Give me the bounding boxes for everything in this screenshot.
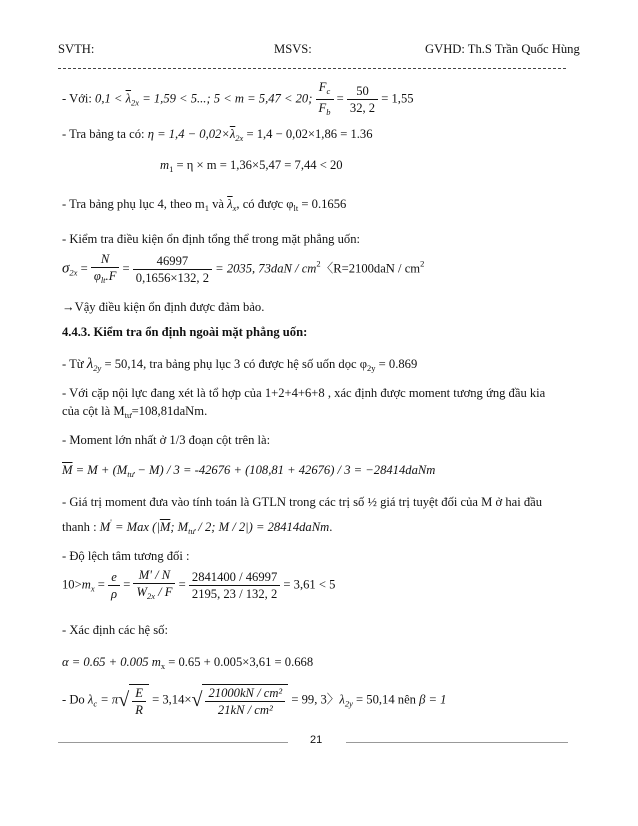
text-line-9a: - Với cặp nội lực đang xét là tổ hợp của 1+2+4+6+8 , xác định được moment tương ứng đầu kia [62,386,546,400]
fraction [132,686,146,717]
formula-line-11 [62,463,435,479]
mbar-symbol: $\overline{M}$ [62,463,73,477]
subscript: b [326,107,331,117]
text-label: , có được φ [236,197,294,211]
fraction [108,570,120,601]
denominator: 0,1656×132, 2 [135,271,210,285]
superscript: 2 [316,258,321,269]
text-line-10: - Moment lớn nhất ở 1/3 đoạn cột trên là: [62,433,271,447]
math-text: = [119,261,133,276]
numerator: 2841400 / 46997 [189,570,280,586]
math-text: = 50,14 [101,357,144,371]
text-label: = 0.1656 [298,197,347,211]
lambda-symbol: λ [339,692,345,707]
sqrt-sign: √ [191,689,203,711]
text-line-9b [62,404,207,420]
math-text: = 1,55 [378,91,414,106]
subscript: x [232,203,237,213]
text-label: - Với: [62,91,92,106]
text-label: - Tra bảng phụ lục 4, theo m [62,197,205,211]
subscript: 1 [169,164,174,174]
subscript: c [93,698,98,709]
math-text: η = 1,4 − 0,02× [147,127,230,141]
fraction [91,252,120,287]
sqrt-sign: √ [118,689,130,711]
denominator: R [135,703,143,717]
math-text: = 3,61 < 5 [280,577,336,592]
mbar-symbol: $\overline{M}$ [159,520,171,534]
formula-line-16 [62,655,313,671]
subscript: 2x [131,97,140,108]
math-text: = Max (| [111,520,160,534]
denominator: ρ [111,587,118,601]
formula-line-3 [160,158,343,174]
denominator: 32, 2 [349,101,376,115]
math-text: M [99,520,111,534]
text-line-13: - Độ lệch tâm tương đối : [62,549,190,563]
formula-line-2 [62,127,373,143]
math-text: ; M [170,520,189,534]
text-line-12a: - Giá trị moment đưa vào tính toán là GTLN trong các trị số ½ giá trị tuyệt đối của M ở hai đầu [62,495,543,509]
header-center: MSVS: [274,42,312,56]
math-text: = 3,14× [148,692,192,707]
sigma-symbol: σ [62,260,70,277]
denominator: 21kN / cm² [217,703,273,717]
formula-line-17 [62,684,446,717]
math-text: = [94,577,108,592]
subscript: c [326,86,331,96]
numerator: 46997 [133,254,212,270]
header-divider [58,68,566,69]
text-label: - Tra bảng ta có: [62,127,148,141]
math-text: β = 1 [419,692,447,707]
text-label: . [329,520,333,534]
math-text: = 99, 3〉 [288,692,340,707]
text-label: - Do [62,692,88,707]
math-text: m [160,158,170,172]
math-text: 〈R=2100daN / cm [320,261,421,276]
fraction [133,568,175,603]
math-text: = 2035, 73daN / cm [212,261,317,276]
math-text: / 2; M / 2|) = 28414daNm [195,520,330,534]
numerator: M' / N [133,568,175,584]
fraction [316,80,334,119]
subscript: 1 [204,203,209,213]
math-text: = π [97,692,119,707]
math-text: = [175,577,189,592]
footer-line-right [346,742,568,743]
math-text: 0,1 < [95,91,126,106]
lambda-symbol: $\overline{\lambda}$ [229,127,236,141]
subscript: 2y [344,698,353,709]
subscript: tư [124,410,132,420]
fraction [133,254,212,285]
fraction [189,570,280,601]
fraction [347,84,378,115]
formula-line-6 [62,252,424,287]
fraction [205,686,285,717]
text-label: thanh : [62,520,100,534]
math-text: = M + (M [72,463,128,477]
lambda-symbol: λ [86,356,94,372]
text-line-7: →Vậy điều kiện ổn định được đảm bảo. [62,300,265,314]
math-text: = η × m = 1,36×5,47 = 7,44 < 20 [173,158,343,172]
math-text: φ [93,269,101,283]
section-heading: 4.4.3. Kiểm tra ổn định ngoài mặt phẳng uốn: [62,325,308,339]
math-text: m [81,577,91,592]
subscript: 2y [367,363,376,373]
math-text: α = 0.65 + 0.005 m [62,655,161,669]
footer-line-left [58,742,288,743]
header-right: GVHD: Th.S Trần Quốc Hùng [425,42,580,56]
superscript: 2 [420,258,425,269]
header-left: SVTH: [58,42,95,56]
math-text: = 0.65 + 0.005×3,61 = 0.668 [165,655,314,669]
numerator: 50 [347,84,378,100]
text-line-4 [62,197,346,213]
lambda-symbol: $\overline{\lambda}$ [227,197,233,211]
text-label: = 50,14 nên [352,692,420,707]
math-text: .F [105,269,117,283]
math-text: W [136,585,147,599]
math-text: 10> [62,577,82,592]
numerator: 21000kN / cm² [205,686,285,702]
sqrt-body [129,684,149,717]
subscript: lt [293,203,299,213]
page-number: 21 [310,734,323,746]
subscript: x [160,661,166,671]
subscript: lt [100,275,106,285]
math-text: = [120,577,134,592]
numerator: e [108,570,120,586]
math-text: = [77,261,91,276]
subscript: 2x [146,591,155,601]
math-text: − M) / 3 = -42676 + (108,81 + 42676) / 3 = −28414daNm [134,463,436,477]
subscript: 2x [235,133,244,143]
sqrt-body [202,684,288,717]
math-text: = 1,59 < 5...; 5 < m = 5,47 < 20; [139,91,316,106]
numerator: E [132,686,146,702]
formula-line-1 [62,80,414,119]
math-text: / F [154,585,173,599]
text-label: - Từ [62,357,87,371]
numerator: N [91,252,120,268]
subscript: tư [188,526,196,536]
formula-line-14 [62,568,335,603]
text-label: =108,81daNm. [131,404,208,418]
denominator: 2195, 23 / 132, 2 [191,587,278,601]
lambda-symbol: $\overline{\lambda}$ [125,91,132,106]
math-text: = 1,4 − 0,02×1,86 = 1.36 [243,127,373,141]
math-text: F [318,101,327,115]
text-label: = 0.869 [375,357,418,371]
text-line-5: - Kiểm tra điều kiện ổn định tổng thể trong mặt phẳng uốn: [62,232,360,246]
math-text: = [333,91,347,106]
text-line-15: - Xác định các hệ số: [62,623,168,637]
subscript: 2x [69,267,78,278]
subscript: x [90,583,95,594]
text-line-8 [62,356,417,373]
superscript: ' [110,517,112,527]
subscript: 2y [93,363,102,373]
text-label: của cột là M [62,404,125,418]
text-label: và [208,197,228,211]
subscript: tư [127,469,135,479]
formula-line-12b [62,517,332,536]
text-label: , tra bảng phụ lục 3 có được hệ số uốn dọc φ [143,357,368,371]
math-text: F [318,80,327,94]
lambda-symbol: λ [87,692,94,707]
